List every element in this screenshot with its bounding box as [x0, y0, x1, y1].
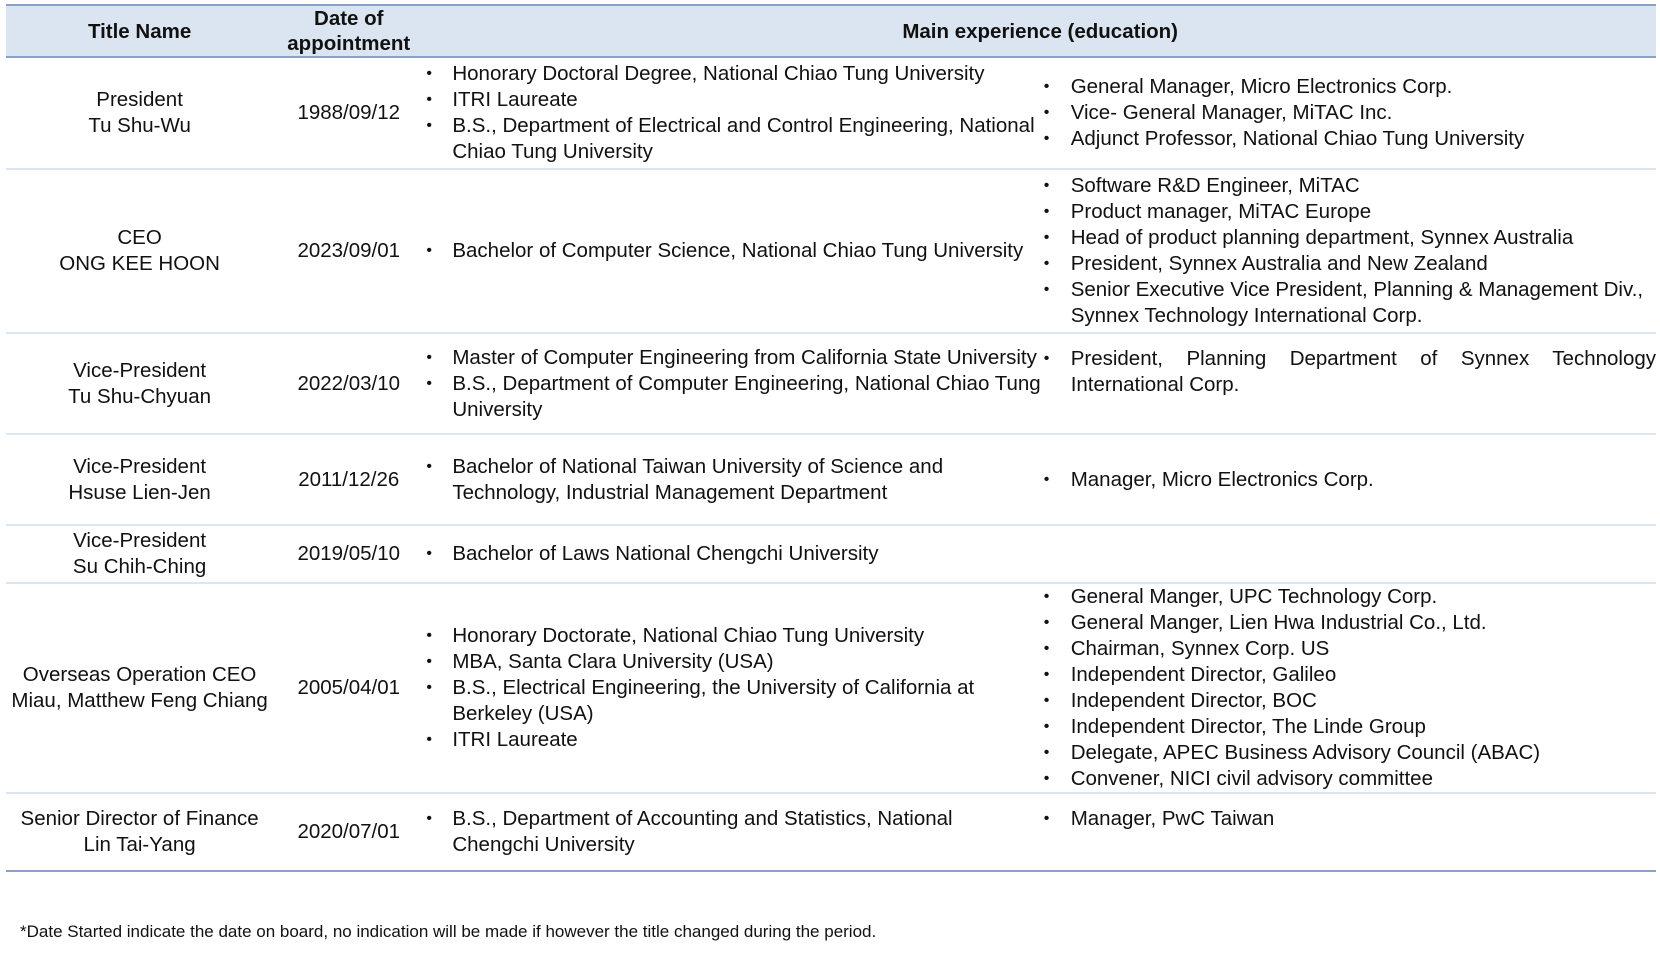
experience-item: • President, Synnex Australia and New Zealand: [1041, 251, 1656, 277]
education-cell: [424, 525, 1040, 583]
education-cell: [424, 583, 1040, 793]
job-title: President: [96, 88, 183, 111]
person-name: Hsuse Lien-Jen: [68, 480, 211, 504]
experience-cell: [1041, 434, 1656, 525]
table-row: [6, 169, 1656, 333]
table-row: [6, 434, 1656, 525]
experience-item: • Manager, Micro Electronics Corp.: [1041, 467, 1656, 493]
job-title: Vice-President: [73, 454, 207, 478]
experience-item: • Delegate, APEC Business Advisory Council (ABAC): [1041, 740, 1656, 766]
education-cell: [424, 57, 1040, 169]
education-item: • Master of Computer Engineering from California State University: [424, 345, 1040, 371]
experience-cell: [1041, 793, 1656, 871]
experience-item: • Software R&D Engineer, MiTAC: [1041, 173, 1656, 199]
education-cell: [424, 434, 1040, 525]
education-item: • Honorary Doctorate, National Chiao Tung University: [424, 623, 1040, 649]
education-item: • Honorary Doctoral Degree, National Chiao Tung University: [424, 61, 1040, 87]
person-name: Miau, Matthew Feng Chiang: [11, 689, 268, 712]
person-name: Lin Tai-Yang: [83, 833, 196, 856]
person-name: Tu Shu-Chyuan: [68, 384, 211, 408]
appointment-date: 2019/05/10: [273, 525, 424, 583]
job-title: Senior Director of Finance: [20, 807, 259, 830]
title-cell: [6, 333, 273, 434]
person-name: ONG KEE HOON: [59, 252, 220, 275]
education-cell: [424, 333, 1040, 434]
appointment-date: 2022/03/10: [273, 333, 424, 434]
title-cell: [6, 57, 273, 169]
experience-item: • Product manager, MiTAC Europe: [1041, 199, 1656, 225]
title-cell: [6, 169, 273, 333]
table-row: [6, 583, 1656, 793]
title-cell: [6, 434, 273, 525]
experience-item: • Independent Director, Galileo: [1041, 662, 1656, 688]
experience-cell: [1041, 333, 1656, 434]
appointment-date: 2023/09/01: [273, 169, 424, 333]
education-item: • B.S., Department of Accounting and Statistics, National Chengchi University: [424, 806, 1040, 858]
person-name: Su Chih-Ching: [72, 555, 207, 578]
education-item: • B.S., Department of Computer Engineering, National Chiao Tung University: [424, 371, 1040, 423]
education-cell: [424, 169, 1040, 333]
job-title: Vice-President: [73, 358, 207, 382]
experience-item: • President, Planning Department of Synnex Technology International Corp.: [1041, 346, 1656, 398]
education-item: • Bachelor of National Taiwan University of Science and Technology, Industrial Management Department: [424, 454, 1040, 506]
education-item: • B.S., Department of Electrical and Control Engineering, National Chiao Tung University: [424, 113, 1040, 165]
education-item: • MBA, Santa Clara University (USA): [424, 649, 1040, 675]
table-row: [6, 525, 1656, 583]
experience-item: • Independent Director, BOC: [1041, 688, 1656, 714]
experience-item: • Independent Director, The Linde Group: [1041, 714, 1656, 740]
experience-item: • Vice- General Manager, MiTAC Inc.: [1041, 100, 1656, 126]
experience-cell: [1041, 57, 1656, 169]
experience-cell: [1041, 583, 1656, 793]
table-row: [6, 57, 1656, 169]
table-row: [6, 333, 1656, 434]
header-title-name: Title Name: [6, 5, 273, 57]
footnote: *Date Started indicate the date on board, no indication will be made if however the title changed during the period.: [20, 922, 877, 941]
experience-item: • General Manager, Micro Electronics Corp.: [1041, 74, 1656, 100]
experience-item: • Head of product planning department, Synnex Australia: [1041, 225, 1656, 251]
management-table: [6, 4, 1656, 872]
title-cell: [6, 583, 273, 793]
experience-item: • Adjunct Professor, National Chiao Tung University: [1041, 126, 1656, 152]
job-title: Overseas Operation CEO: [22, 663, 257, 686]
title-cell: [6, 793, 273, 871]
education-item: • ITRI Laureate: [424, 87, 1040, 113]
job-title: Vice-President: [73, 529, 207, 552]
education-item: • Bachelor of Computer Science, National Chiao Tung University: [424, 238, 1040, 264]
appointment-date: 1988/09/12: [273, 57, 424, 169]
title-cell: [6, 525, 273, 583]
experience-item: • General Manger, UPC Technology Corp.: [1041, 584, 1656, 610]
header-date: [273, 5, 424, 57]
experience-item: • General Manger, Lien Hwa Industrial Co., Ltd.: [1041, 610, 1656, 636]
education-item: • Bachelor of Laws National Chengchi University: [424, 541, 1040, 567]
appointment-date: 2011/12/26: [273, 434, 424, 525]
experience-item: • Convener, NICI civil advisory committee: [1041, 766, 1656, 792]
header-date-line2: appointment: [287, 32, 411, 55]
appointment-date: 2020/07/01: [273, 793, 424, 871]
experience-cell: [1041, 525, 1656, 583]
education-item: • B.S., Electrical Engineering, the University of California at Berkeley (USA): [424, 675, 1040, 727]
header-row: [6, 5, 1656, 57]
header-main-experience: Main experience (education): [424, 5, 1656, 57]
education-cell: [424, 793, 1040, 871]
header-date-line1: Date of: [314, 7, 384, 30]
experience-item: • Manager, PwC Taiwan: [1041, 806, 1656, 832]
experience-item: • Chairman, Synnex Corp. US: [1041, 636, 1656, 662]
experience-cell: [1041, 169, 1656, 333]
person-name: Tu Shu-Wu: [88, 114, 191, 137]
table-row: [6, 793, 1656, 871]
job-title: CEO: [117, 226, 162, 249]
experience-item: • Senior Executive Vice President, Planning & Management Div., Synnex Technology International Corp.: [1041, 277, 1656, 329]
education-item: • ITRI Laureate: [424, 727, 1040, 753]
appointment-date: 2005/04/01: [273, 583, 424, 793]
